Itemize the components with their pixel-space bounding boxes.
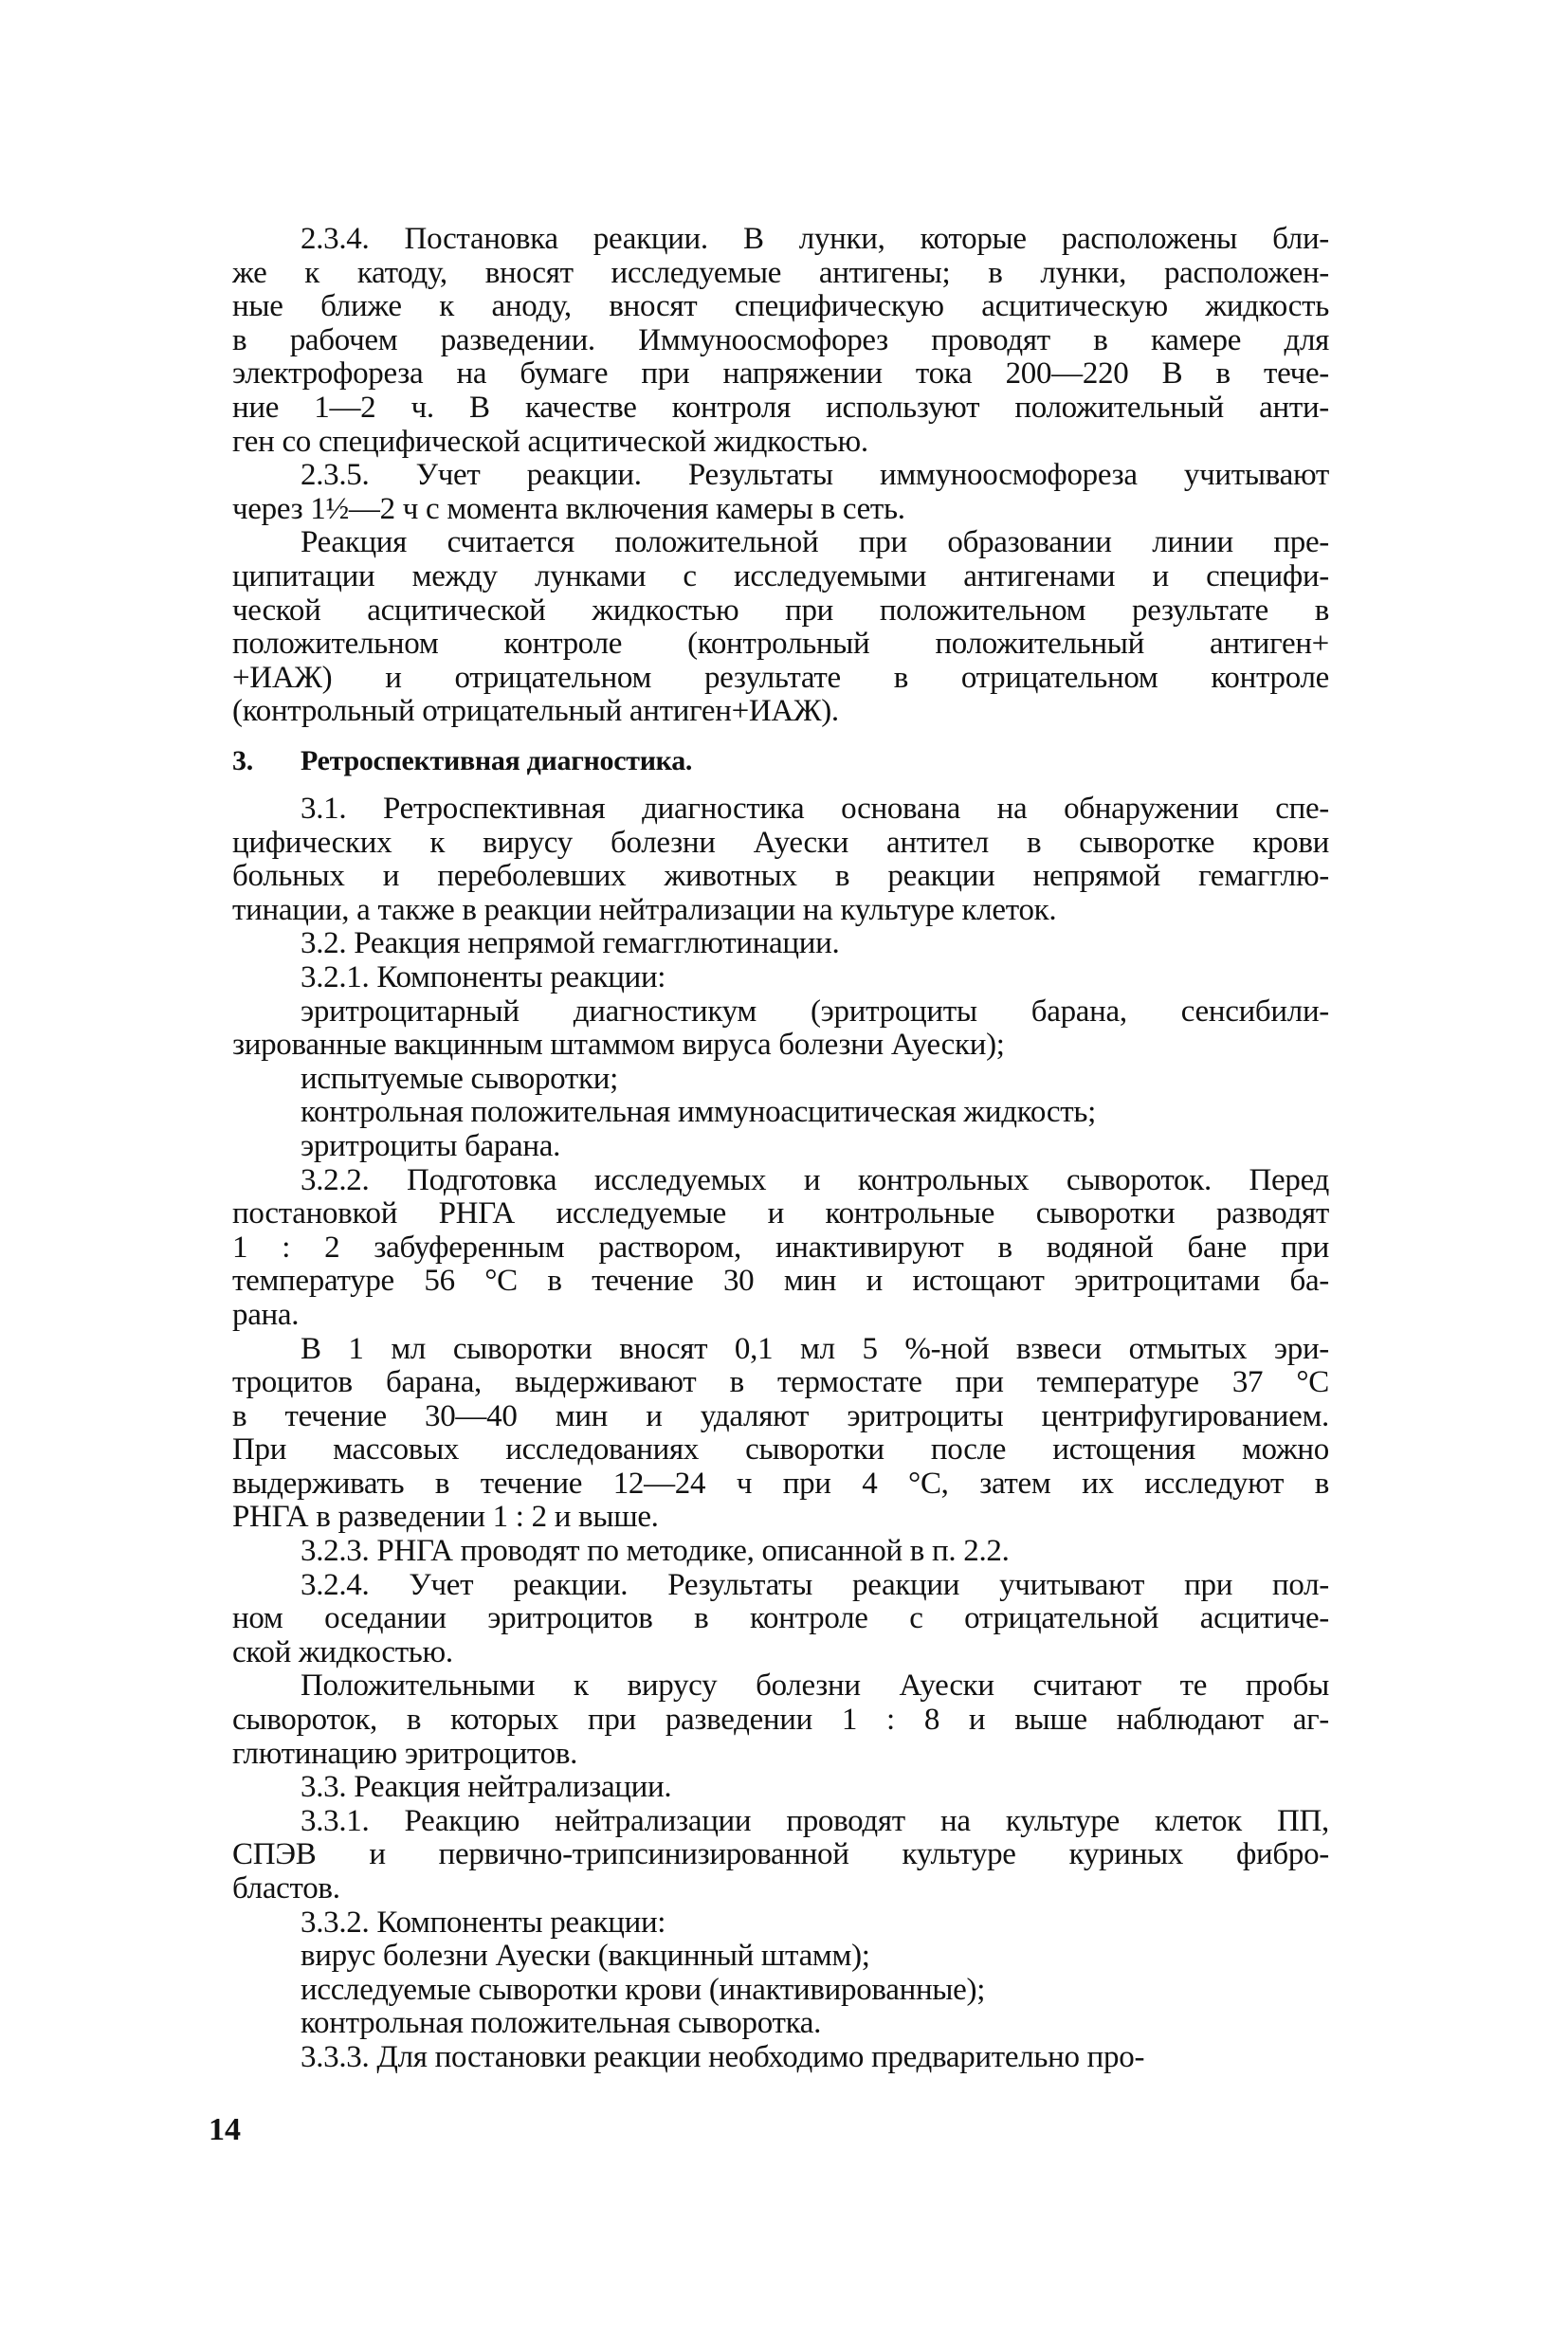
text-line: ние 1—2 ч. В качестве контроля используют положительный анти- <box>232 390 1329 425</box>
text-line: тинации, а также в реакции нейтрализации на культуре клеток. <box>232 892 1057 927</box>
text-line: цифических к вирусу болезни Ауески антител в сыворотке крови <box>232 825 1329 860</box>
text-block-section-2-3 <box>232 223 1329 729</box>
text-line: 1 : 2 забуференным раствором, инактивируют в водяной бане при <box>232 1230 1329 1265</box>
text-line: же к катоду, вносят исследуемые антигены; в лунки, расположен- <box>232 255 1329 290</box>
paragraph <box>232 1130 1329 1164</box>
text-line: положительном контроле (контрольный положительный антиген+ <box>232 627 1329 662</box>
text-line: 3.2.3. РНГА проводят по методике, описанной в п. 2.2. <box>301 1534 1010 1569</box>
text-line: эритроцитарный диагностикум (эритроциты барана, сенсибили- <box>301 994 1329 1029</box>
paragraph <box>232 927 1329 961</box>
paragraph <box>232 1669 1329 1771</box>
text-line: 3.2.2. Подготовка исследуемых и контрольных сывороток. Перед <box>301 1162 1329 1197</box>
text-line: 3.3.2. Компоненты реакции: <box>301 1905 666 1940</box>
heading-number: 3. <box>232 745 253 776</box>
page-number: 14 <box>209 2112 241 2147</box>
text-line: глютинацию эритроцитов. <box>232 1736 578 1771</box>
paragraph <box>232 1096 1329 1130</box>
paragraph <box>232 1974 1329 2008</box>
paragraph <box>232 1535 1329 1569</box>
paragraph <box>232 526 1329 729</box>
paragraph <box>232 1805 1329 1906</box>
text-line: 3.2.4. Учет реакции. Результаты реакции учитывают при пол- <box>301 1567 1329 1602</box>
text-block-section-3 <box>232 793 1329 2075</box>
text-line: ческой асцитической жидкостью при положительном результате в <box>232 593 1329 628</box>
paragraph <box>232 1569 1329 1670</box>
text-line: эритроциты барана. <box>301 1128 561 1163</box>
paragraph <box>232 459 1329 526</box>
text-line: испытуемые сыворотки; <box>301 1061 619 1096</box>
text-line: ные ближе к аноду, вносят специфическую асцитическую жидкость <box>232 289 1329 324</box>
text-line: 3.1. Ретроспективная диагностика основана на обнаружении спе- <box>301 792 1329 826</box>
text-line: ген со специфической асцитической жидкостью. <box>232 424 868 459</box>
text-line: 2.3.4. Постановка реакции. В лунки, которые расположены бли- <box>301 222 1329 256</box>
text-line: 3.2.1. Компоненты реакции: <box>301 959 666 994</box>
text-line: В 1 мл сыворотки вносят 0,1 мл 5 %-ной взвеси отмытых эри- <box>301 1331 1329 1366</box>
text-line: троцитов барана, выдерживают в термостате при температуре 37 °С <box>232 1365 1329 1400</box>
text-line: 2.3.5. Учет реакции. Результаты иммуноосмофореза учитывают <box>301 458 1329 493</box>
text-line: РНГА в разведении 1 : 2 и выше. <box>232 1500 659 1535</box>
section-heading <box>232 744 1329 778</box>
paragraph <box>232 1333 1329 1536</box>
text-line: выдерживать в течение 12—24 ч при 4 °С, затем их исследуют в <box>232 1466 1329 1501</box>
paragraph <box>232 1771 1329 1805</box>
paragraph <box>232 961 1329 995</box>
text-line: +ИАЖ) и отрицательном результате в отрицательном контроле <box>232 660 1329 695</box>
heading-line <box>232 744 1329 778</box>
text-line: сывороток, в которых при разведении 1 : 8 и выше наблюдают аг- <box>232 1703 1329 1738</box>
paragraph <box>232 793 1329 927</box>
paragraph <box>232 1940 1329 1974</box>
text-line: Реакция считается положительной при образовании линии пре- <box>301 525 1329 560</box>
text-line: 3.3. Реакция нейтрализации. <box>301 1770 672 1805</box>
text-line: контрольная положительная иммуноасцитическая жидкость; <box>301 1095 1096 1130</box>
paragraph <box>232 1906 1329 1941</box>
text-line: зированные вакцинным штаммом вируса болезни Ауески); <box>232 1028 1005 1063</box>
text-line: контрольная положительная сыворотка. <box>301 2006 822 2041</box>
text-line: в рабочем разведении. Иммуноосмофорез проводят в камере для <box>232 322 1329 357</box>
text-line: вирус болезни Ауески (вакцинный штамм); <box>301 1939 870 1974</box>
text-line: электрофореза на бумаге при напряжении тока 200—220 В в тече- <box>232 356 1329 392</box>
text-line: ципитации между лунками с исследуемыми антигенами и специфи- <box>232 558 1329 593</box>
paragraph <box>232 1164 1329 1333</box>
paragraph <box>232 2007 1329 2041</box>
text-line: температуре 56 °С в течение 30 мин и истощают эритроцитами ба- <box>232 1264 1329 1299</box>
paragraph <box>232 2041 1329 2075</box>
text-line: ской жидкостью. <box>232 1634 453 1669</box>
heading-title: Ретроспективная диагностика. <box>301 745 693 776</box>
paragraph <box>232 995 1329 1063</box>
paragraph <box>232 1063 1329 1097</box>
text-line: 3.3.1. Реакцию нейтрализации проводят на культуре клеток ПП, <box>301 1803 1329 1838</box>
text-line: через 1½—2 ч с момента включения камеры в сеть. <box>232 491 905 526</box>
text-line: Положительными к вирусу болезни Ауески считают те пробы <box>301 1668 1329 1704</box>
text-line: При массовых исследованиях сыворотки после истощения можно <box>232 1432 1329 1468</box>
text-line: постановкой РНГА исследуемые и контрольные сыворотки разводят <box>232 1196 1329 1231</box>
text-line: ном оседании эритроцитов в контроле с отрицательной асцитиче- <box>232 1601 1329 1636</box>
text-line: исследуемые сыворотки крови (инактивированные); <box>301 1972 986 2007</box>
paragraph <box>232 223 1329 459</box>
text-line: рана. <box>232 1297 300 1332</box>
text-line: (контрольный отрицательный антиген+ИАЖ). <box>232 694 839 729</box>
text-line: 3.2. Реакция непрямой гемагглютинации. <box>301 926 840 961</box>
text-line: больных и переболевших животных в реакции непрямой гемагглю- <box>232 859 1329 894</box>
text-line: в течение 30—40 мин и удаляют эритроциты центрифугированием. <box>232 1398 1329 1433</box>
text-line: бластов. <box>232 1871 340 1905</box>
text-line: 3.3.3. Для постановки реакции необходимо предварительно про- <box>301 2039 1145 2074</box>
text-line: СПЭВ и первично-трипсинизированной культуре куриных фибро- <box>232 1837 1329 1872</box>
